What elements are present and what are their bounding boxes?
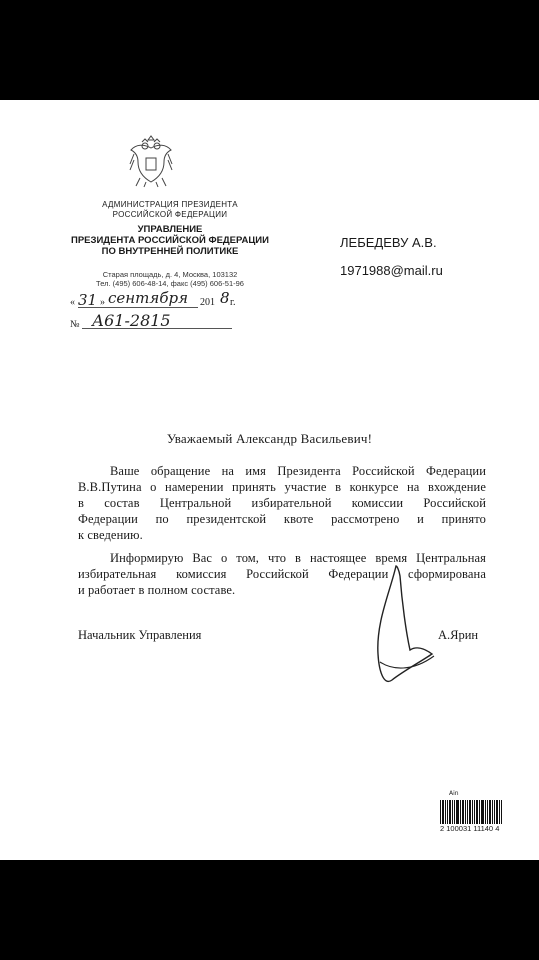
letter-page xyxy=(0,100,539,860)
date-quote-close: » xyxy=(100,297,105,308)
para1-line-1: Ваше обращение на имя Президента Российской Федерации xyxy=(110,464,486,478)
salutation: Уважаемый Александр Васильевич! xyxy=(166,431,373,446)
admin-line-1: АДМИНИСТРАЦИЯ ПРЕЗИДЕНТА xyxy=(102,200,238,209)
coat-of-arms-emblem xyxy=(126,134,176,188)
para2-line-3: и работает в полном составе. xyxy=(78,583,236,597)
date-quote-open: « xyxy=(70,297,75,308)
date-year-prefix: 201 xyxy=(200,297,215,308)
number-sign: № xyxy=(70,319,80,330)
department-header xyxy=(40,224,300,257)
para2-line-2: избирательная комиссия Российской Федерации сформирована xyxy=(78,567,486,581)
admin-line-2: РОССИЙСКОЙ ФЕДЕРАЦИИ xyxy=(112,210,228,219)
date-year-suffix: г. xyxy=(230,297,236,308)
address-block xyxy=(40,270,300,288)
dept-line-2: ПРЕЗИДЕНТА РОССИЙСКОЙ ФЕДЕРАЦИИ xyxy=(71,235,269,246)
date-day: 31 xyxy=(78,291,98,309)
dept-line-1: УПРАВЛЕНИЕ xyxy=(137,224,203,235)
date-month: сентября xyxy=(108,289,189,307)
date-year-handwritten: 8 xyxy=(220,289,230,307)
barcode-mark: Ain xyxy=(449,790,459,797)
para1-line-5: к сведению. xyxy=(78,528,143,542)
number-value: А61-2815 xyxy=(92,311,171,330)
para1-line-4: Федерации по президентской квоте рассмотрено и принято xyxy=(78,512,486,526)
para1-line-2: В.В.Путина о намерении принять участие в конкурсе на вхождение xyxy=(78,480,486,494)
barcode xyxy=(440,800,502,824)
signer-title: Начальник Управления xyxy=(78,628,202,642)
date-underline xyxy=(78,307,198,308)
dept-line-3: ПО ВНУТРЕННЕЙ ПОЛИТИКЕ xyxy=(101,246,239,257)
para1-line-3: в состав Центральной избирательной комиссии Российской xyxy=(78,496,486,510)
address-line-1: Старая площадь, д. 4, Москва, 103132 xyxy=(102,270,238,279)
barcode-number: 2 100031 11140 4 xyxy=(440,824,500,833)
recipient-email: 1971988@mail.ru xyxy=(340,263,443,278)
signer-name: А.Ярин xyxy=(438,628,479,642)
para2-line-1: Информирую Вас о том, что в настоящее время Центральная xyxy=(110,551,486,565)
number-underline xyxy=(82,328,232,329)
address-line-2: Тел. (495) 606-48-14, факс (495) 606-51-96 xyxy=(96,279,244,288)
administration-header xyxy=(40,200,300,220)
recipient-name: ЛЕБЕДЕВУ А.В. xyxy=(340,235,437,250)
handwritten-signature xyxy=(362,562,442,692)
